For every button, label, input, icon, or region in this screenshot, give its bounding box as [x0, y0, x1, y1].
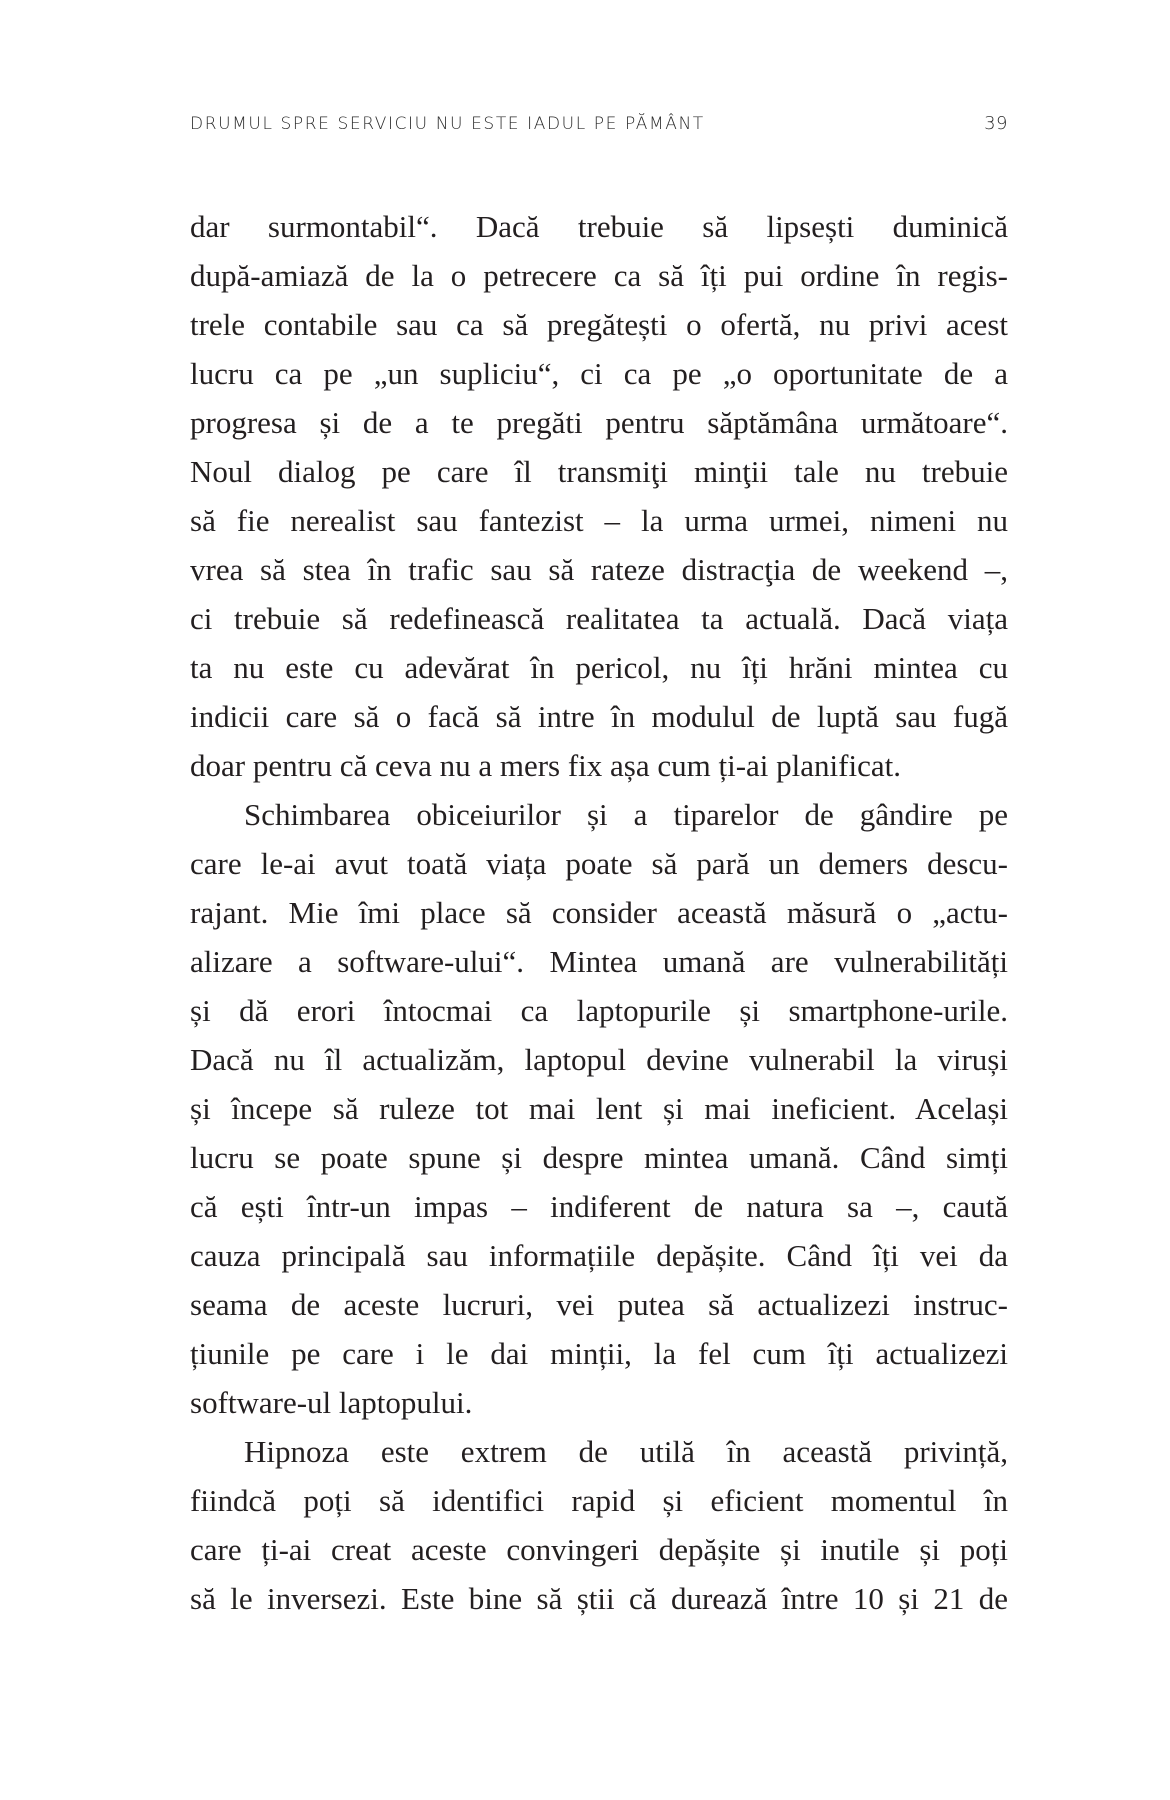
text-line: lucru se poate spune și despre mintea umană. Când simți — [190, 1140, 1008, 1175]
paragraph — [190, 202, 1008, 790]
text-line: țiunile pe care i le dai minții, la fel cum îți actualizezi — [190, 1336, 1008, 1371]
text-line: vrea să stea în trafic sau să rateze distracţia de weekend –, — [190, 552, 1008, 587]
text-line: rajant. Mie îmi place să consider această măsură o „actu- — [190, 895, 1008, 930]
text-line: ta nu este cu adevărat în pericol, nu îți hrăni mintea cu — [190, 650, 1008, 685]
text-line: seama de aceste lucruri, vei putea să actualizezi instruc- — [190, 1287, 1008, 1322]
text-line: că ești într-un impas – indiferent de natura sa –, caută — [190, 1189, 1008, 1224]
text-line: progresa și de a te pregăti pentru săptămâna următoare“. — [190, 405, 1008, 440]
text-line: Noul dialog pe care îl transmiţi minţii tale nu trebuie — [190, 454, 1008, 489]
text-line: lucru ca pe „un supliciu“, ci ca pe „o oportunitate de a — [190, 356, 1008, 391]
body-text — [190, 202, 1008, 1623]
text-line: și începe să ruleze tot mai lent și mai ineficient. Același — [190, 1091, 1008, 1126]
running-head — [190, 113, 1008, 137]
text-line: software-ul laptopului. — [190, 1385, 473, 1420]
page-number: 39 — [984, 113, 1008, 134]
paragraph — [190, 1427, 1008, 1623]
text-line: doar pentru că ceva nu a mers fix așa cum ți-ai planificat. — [190, 748, 901, 783]
text-line: și dă erori întocmai ca laptopurile și smartphone-urile. — [190, 993, 1008, 1028]
text-line: trele contabile sau ca să pregătești o ofertă, nu privi acest — [190, 307, 1008, 342]
text-line: cauza principală sau informațiile depășite. Când îți vei da — [190, 1238, 1008, 1273]
text-line: alizare a software-ului“. Mintea umană are vulnerabilități — [190, 944, 1008, 979]
chapter-title: DRUMUL SPRE SERVICIU NU ESTE IADUL PE PĂMÂNT — [190, 114, 705, 134]
text-line: care le-ai avut toată viața poate să pară un demers descu- — [190, 846, 1008, 881]
text-line: care ți-ai creat aceste convingeri depășite și inutile și poți — [190, 1532, 1008, 1567]
text-line: să fie nerealist sau fantezist – la urma urmei, nimeni nu — [190, 503, 1008, 538]
text-line: ci trebuie să redefinească realitatea ta actuală. Dacă viața — [190, 601, 1008, 636]
text-line: să le inversezi. Este bine să știi că durează între 10 și 21 de — [190, 1581, 1008, 1616]
text-line: Schimbarea obiceiurilor și a tiparelor de gândire pe — [244, 797, 1008, 832]
text-line: Hipnoza este extrem de utilă în această privință, — [244, 1434, 1008, 1469]
text-line: dar surmontabil“. Dacă trebuie să lipsești duminică — [190, 209, 1008, 244]
text-line: fiindcă poți să identifici rapid și eficient momentul în — [190, 1483, 1008, 1518]
text-line: Dacă nu îl actualizăm, laptopul devine vulnerabil la viruși — [190, 1042, 1008, 1077]
text-line: indicii care să o facă să intre în modulul de luptă sau fugă — [190, 699, 1008, 734]
text-line: după-amiază de la o petrecere ca să îți pui ordine în regis- — [190, 258, 1008, 293]
paragraph — [190, 790, 1008, 1427]
